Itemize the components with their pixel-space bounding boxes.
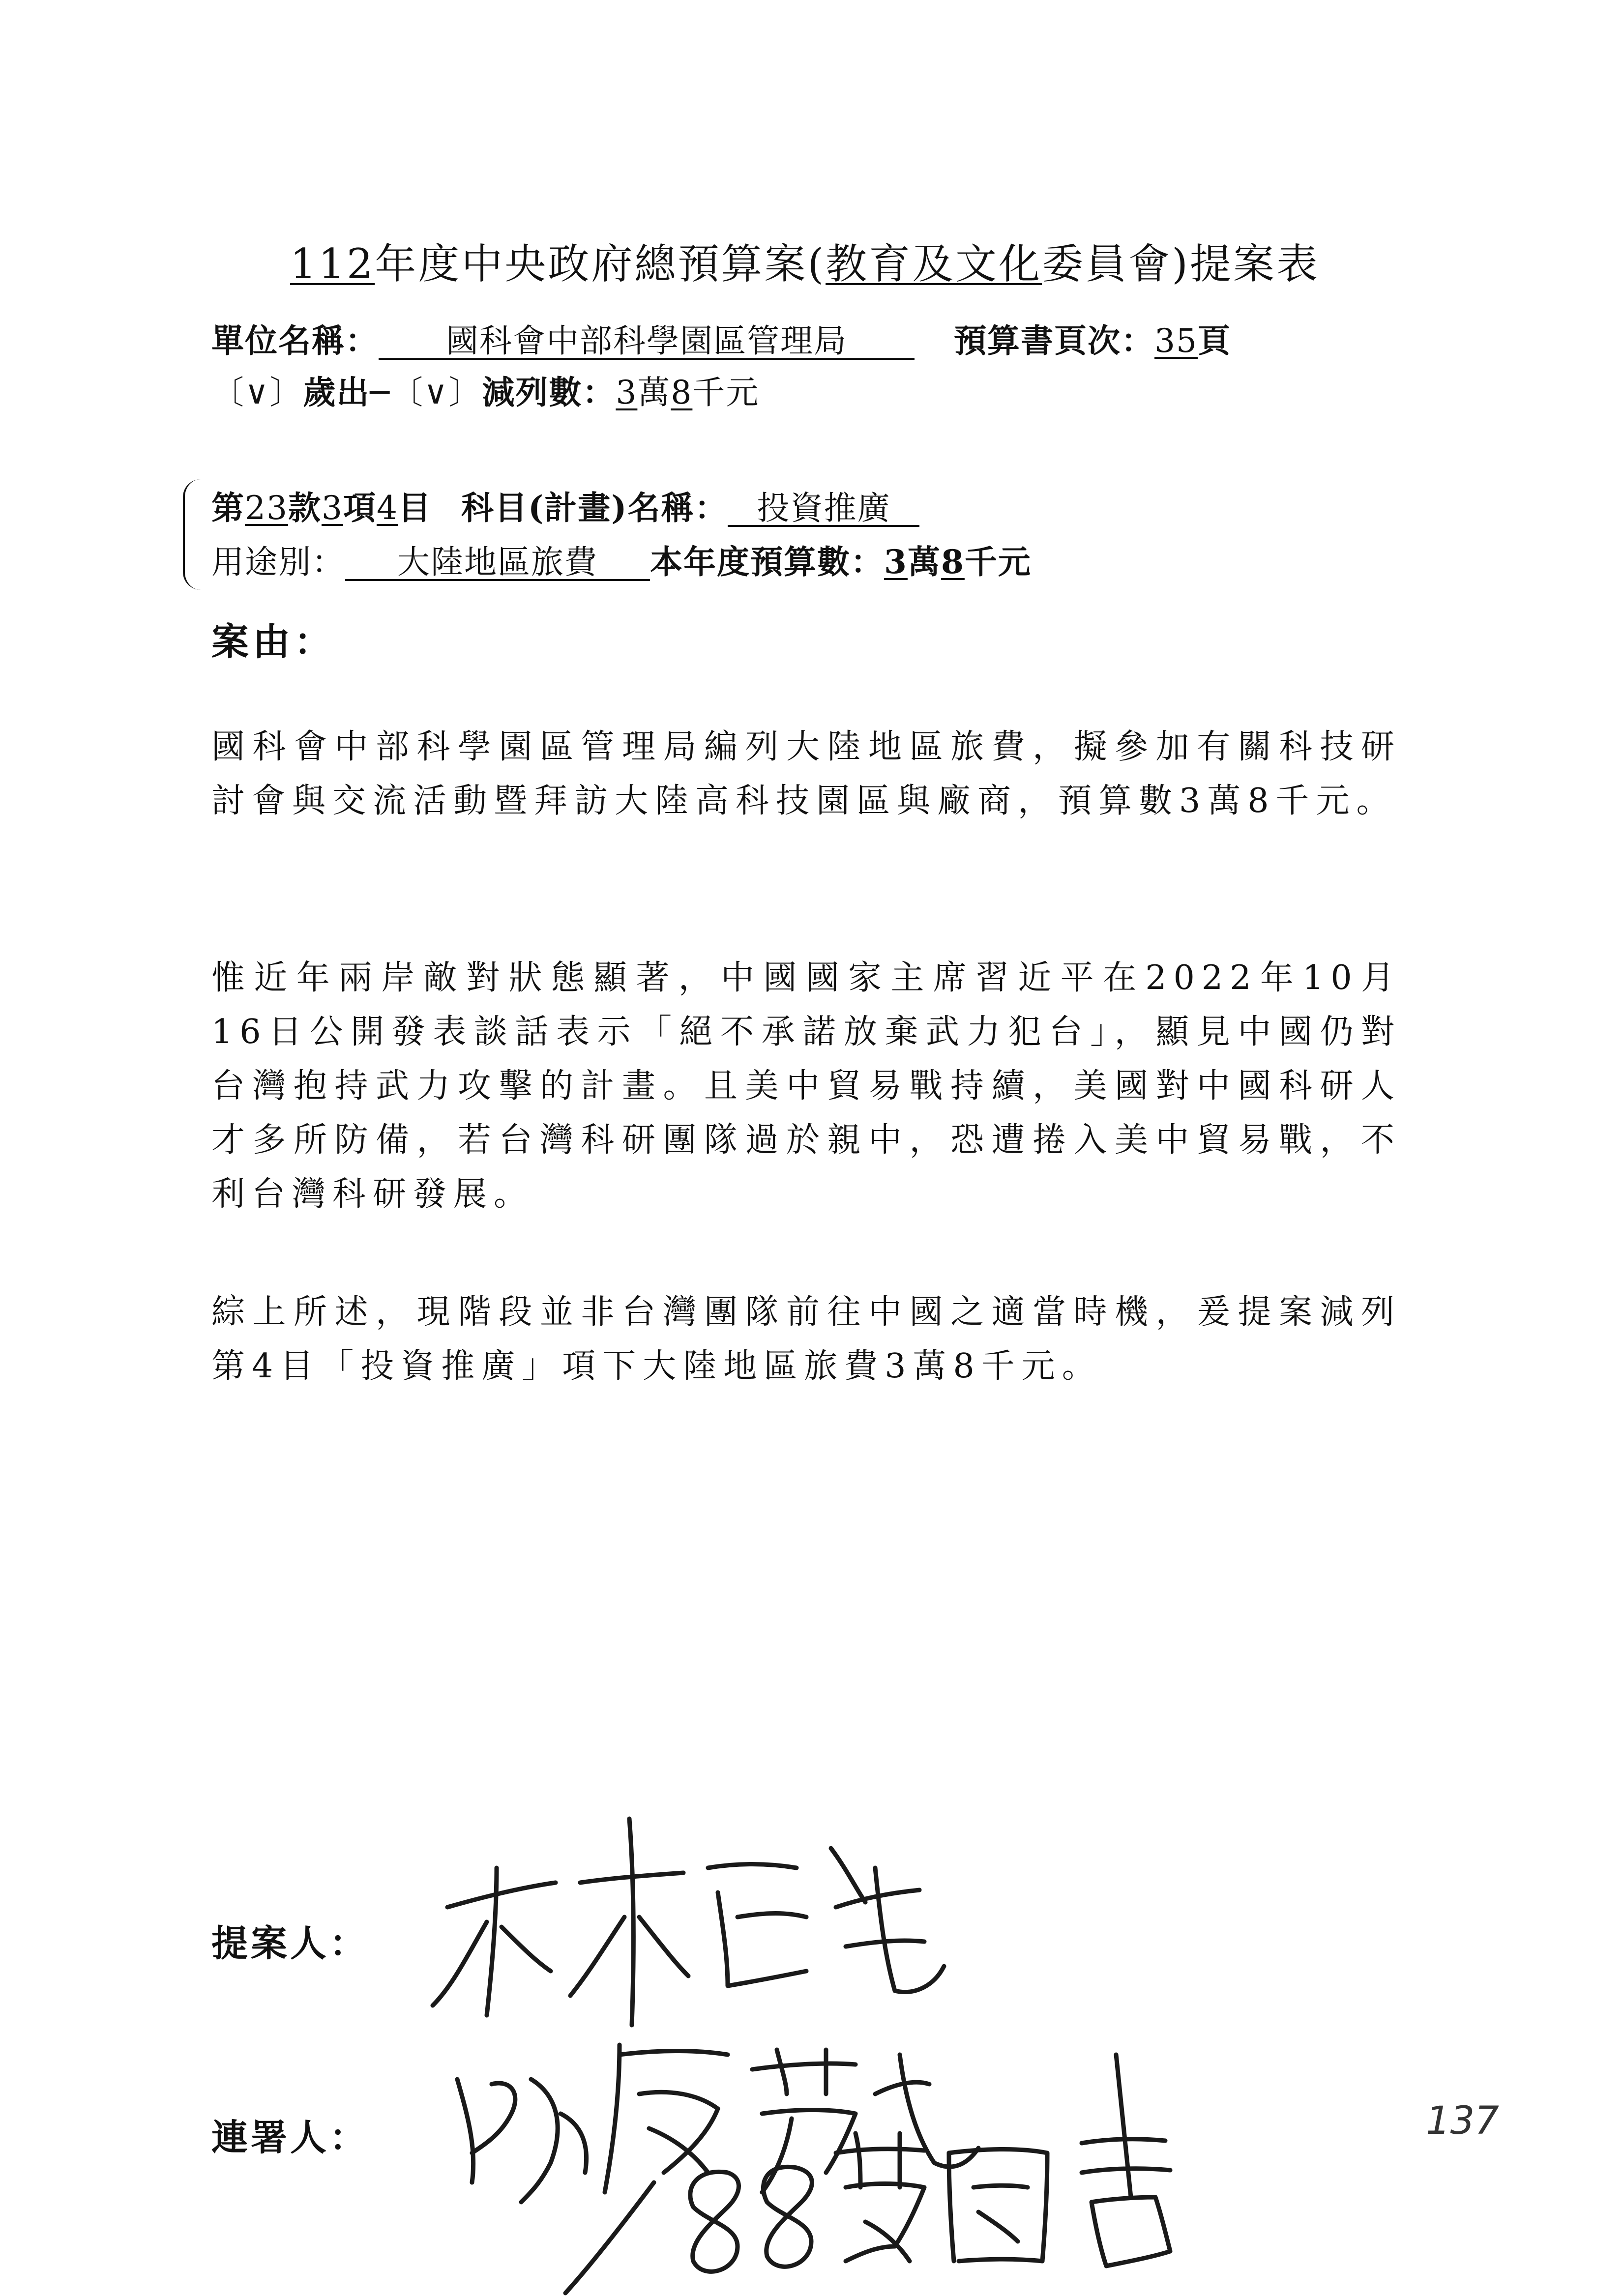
paragraph-2: 惟近年兩岸敵對狀態顯著，中國國家主席習近平在2022年10月16日公開發表談話表示「絕不承諾放棄武力犯台」，顯見中國仍對台灣抱持武力攻擊的計畫。且美中貿易戰持續，美國對中國科研人才多所防備，若台灣科研團隊過於親中，恐遭捲入美中貿易戰，不利台灣科研發展。 [211,959,1401,1214]
budget-num2: 8 [941,543,965,581]
item-xiang-label: 項 [343,489,377,527]
signature-proposer [433,1819,944,2025]
proposer-label: 提案人： [211,1922,369,1965]
paragraph-1: 國科會中部科學園區管理局編列大陸地區旅費，擬參加有關科技研討會與交流活動暨拜訪大陸高科技園區與廠商，預算數3萬8千元。 [211,727,1401,820]
title-committee: 教育及文化 [826,240,1042,288]
usage-value: 大陸地區旅費 [345,545,650,581]
paragraph-3: 綜上所述，現階段並非台灣團隊前往中國之適當時機，爰提案減列第4目「投資推廣」項下大陸地區旅費3萬8千元。 [211,1293,1401,1386]
subject-value: 投資推廣 [728,491,919,527]
page-value: 35 [1154,322,1198,360]
reduction-unit2: 千元 [692,374,760,411]
budget-num1: 3 [884,543,908,581]
budget-unit1: 萬 [907,543,941,581]
item-xiang: 3 [321,489,343,527]
page-label: 預算書頁次： [954,321,1154,360]
reduction-unit1: 萬 [637,374,671,411]
reduction-num1: 3 [616,374,638,411]
reduction-checkbox: 〔∨〕 [390,374,482,411]
budget-label: 本年度預算數： [650,543,884,581]
budget-unit2: 千元 [964,543,1032,581]
unit-value: 國科會中部科學園區管理局 [379,324,915,360]
cosigner-label: 連署人： [211,2117,369,2159]
title-end: 委員會)提案表 [1042,240,1320,288]
item-mu: 4 [376,489,398,527]
title-year: 112 [290,240,375,288]
subject-label: 科目(計畫)名稱： [461,489,728,527]
item-prefix: 第 [211,489,245,527]
item-kuan-label: 款 [288,489,322,527]
item-mu-label: 目 [398,489,432,527]
usage-label: 用途別： [211,543,345,581]
expenditure-checkbox: 〔∨〕 [211,374,303,411]
page-unit: 頁 [1197,321,1231,360]
expenditure-label: 歲出─ [303,373,391,411]
unit-label: 單位名稱： [211,321,379,360]
title-mid: 年度中央政府總預算案( [375,240,826,288]
item-kuan: 23 [245,489,288,527]
page-number: 137 [1426,2099,1499,2143]
reason-label: 案由： [211,620,335,664]
reduction-label: 減列數： [482,373,616,411]
reduction-num2: 8 [671,374,693,411]
